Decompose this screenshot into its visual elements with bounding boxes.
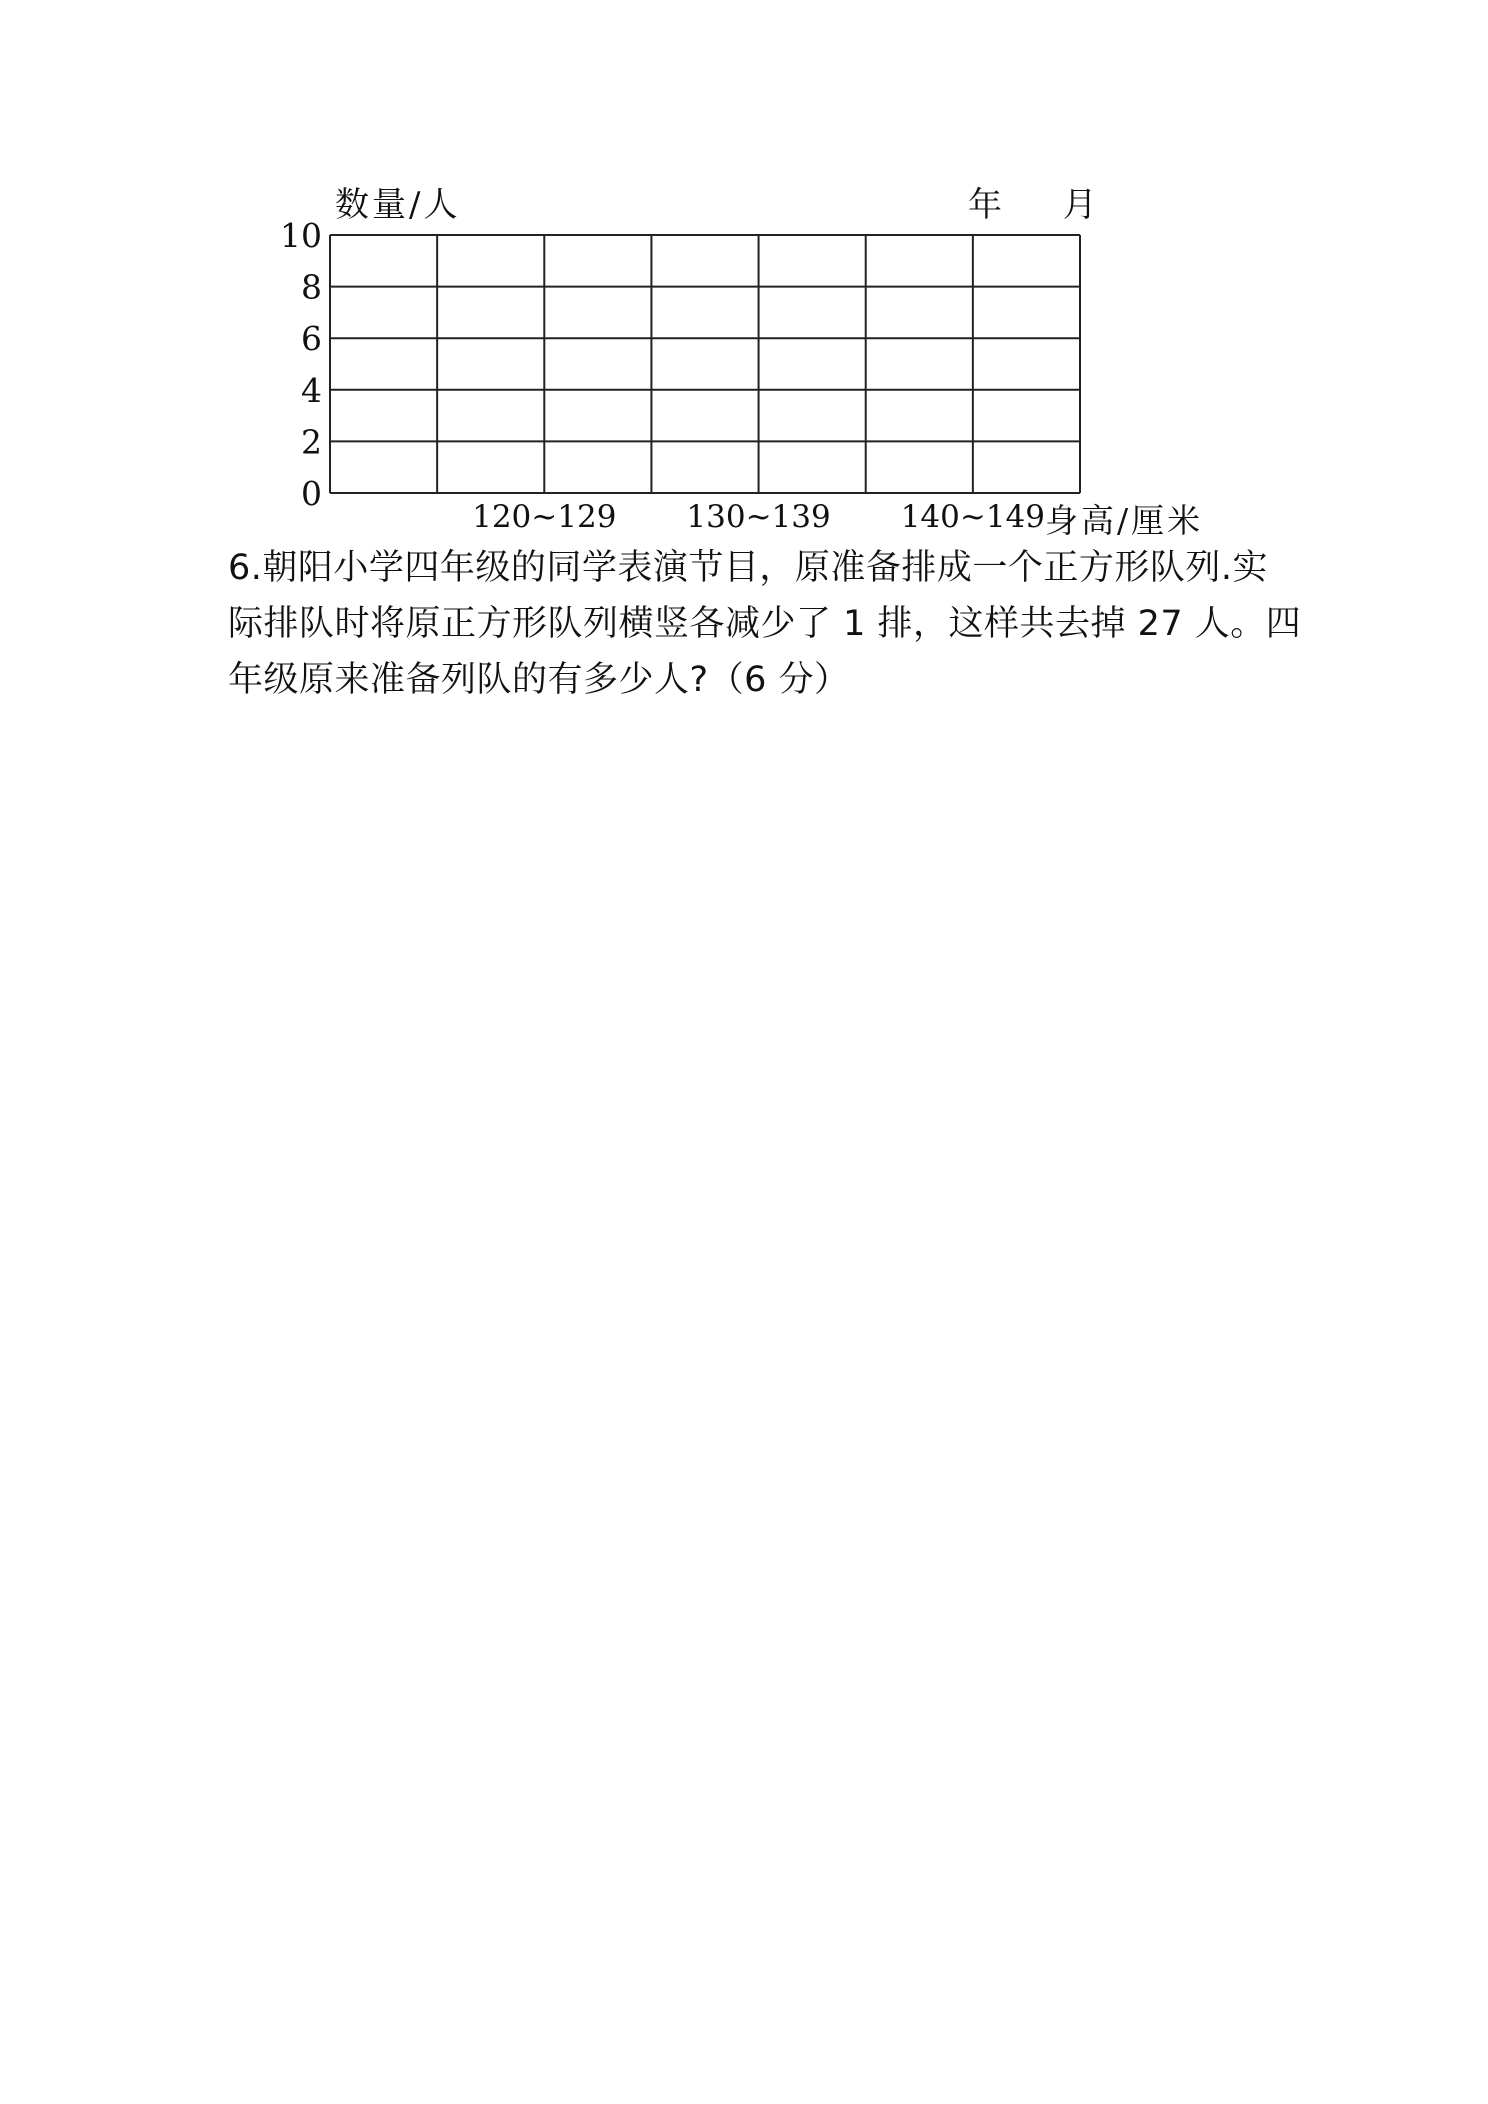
y-tick-label: 4: [301, 370, 322, 410]
x-tick-label: 140~149: [900, 499, 1046, 535]
x-axis-label: 身高/厘米: [1045, 501, 1204, 540]
y-axis-label: 数量/人: [335, 185, 461, 225]
question-line-1: 6.朝阳小学四年级的同学表演节目，原准备排成一个正方形队列.实: [228, 548, 1269, 588]
chart-grid: [330, 235, 1080, 493]
x-tick-label: 130~139: [686, 499, 831, 535]
y-axis-ticks: [280, 216, 322, 513]
y-tick-label: 8: [301, 267, 322, 307]
y-tick-label: 10: [280, 216, 322, 255]
question-line-3: 年级原来准备列队的有多少人?（6 分）: [228, 660, 850, 700]
y-tick-label: 0: [301, 474, 322, 513]
x-tick-label: 120~129: [472, 499, 617, 535]
y-tick-label: 2: [301, 422, 322, 462]
question-line-2: 际排队时将原正方形队列横竖各减少了 1 排，这样共去掉 27 人。四: [228, 604, 1302, 644]
x-axis-ticks: [472, 499, 1045, 535]
blank-bar-chart-grid: [0, 0, 1488, 560]
question-6: [228, 540, 1302, 708]
y-tick-label: 6: [301, 319, 322, 359]
date-label: 年 月: [968, 185, 1097, 225]
